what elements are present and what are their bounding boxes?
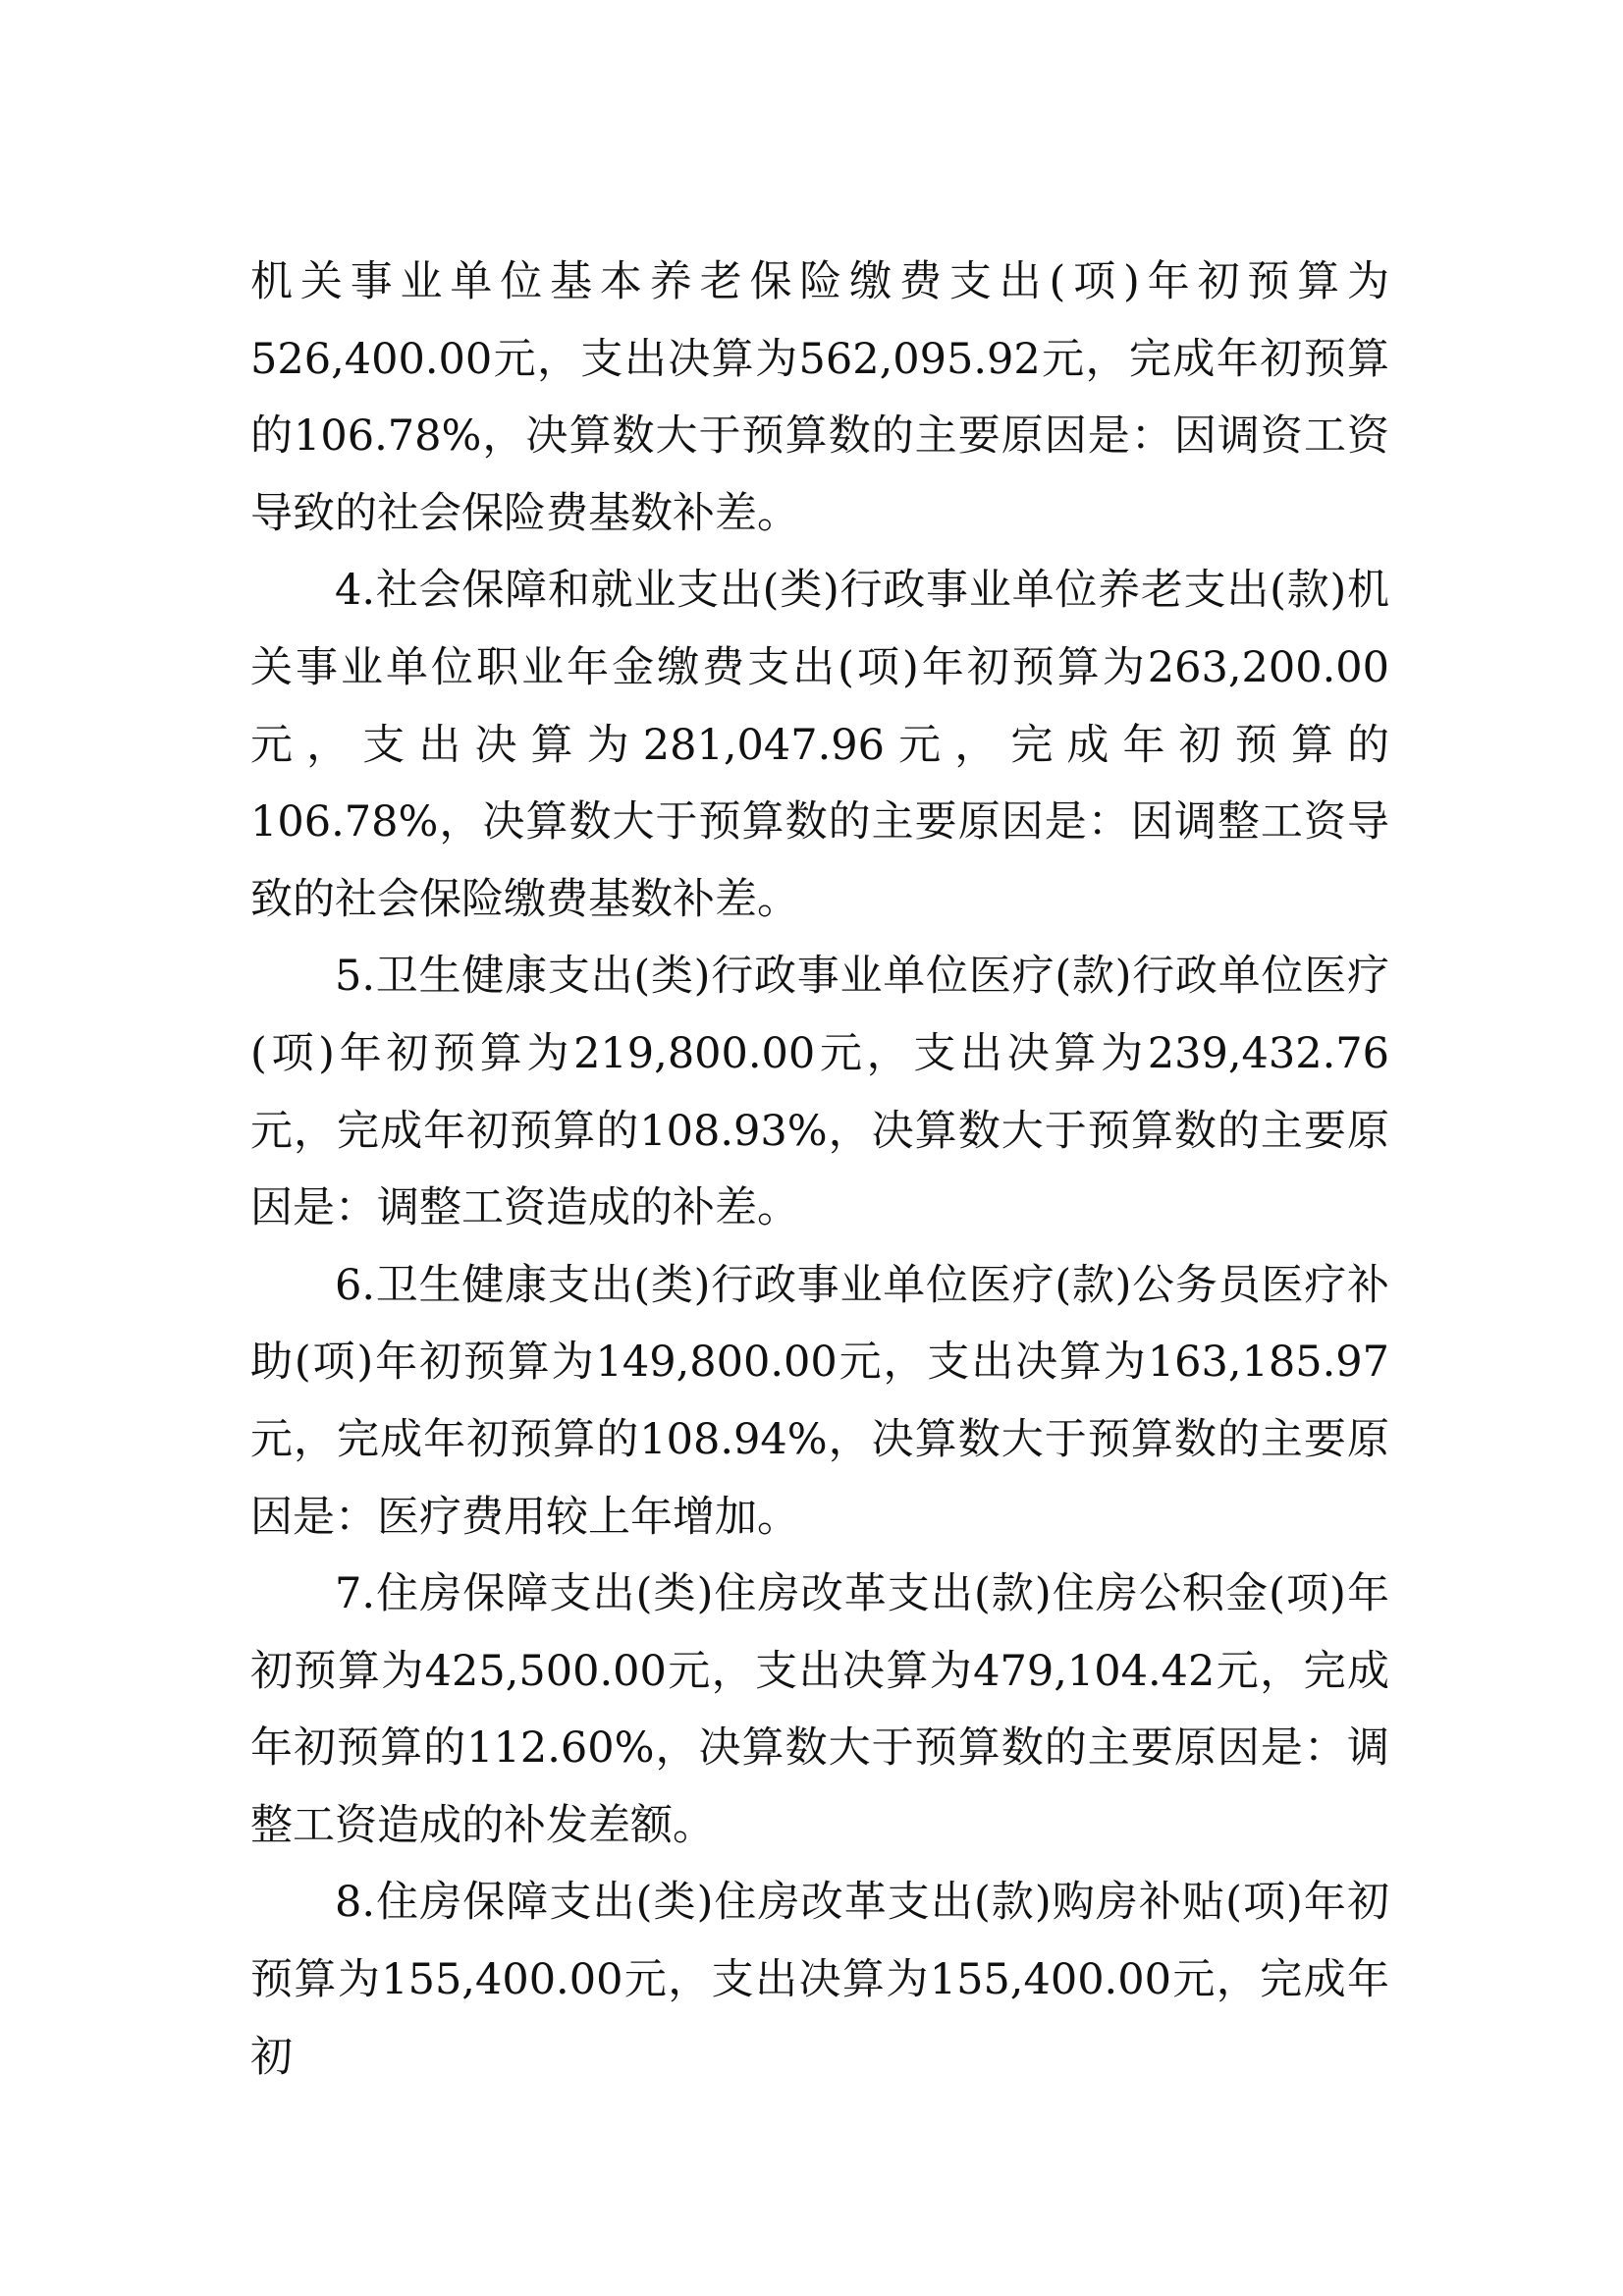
paragraph-item-4-occupational-annuity: 4.社会保障和就业支出(类)行政事业单位养老支出(款)机关事业单位职业年金缴费支出(项)年初预算为263,200.00元，支出决算为281,047.96元，完成年初预算的106.78%，决算数大于预算数的主要原因是：因调整工资导致的社会保险缴费基数补差。 bbox=[250, 566, 1389, 924]
paragraph-item-7-housing-provident-fund: 7.住房保障支出(类)住房改革支出(款)住房公积金(项)年初预算为425,500.00元，支出决算为479,104.42元，完成年初预算的112.60%，决算数大于预算数的主要原因是：调整工资造成的补发差额。 bbox=[250, 1569, 1389, 1850]
paragraph-budget-pension-insurance: 机关事业单位基本养老保险缴费支出(项)年初预算为526,400.00元，支出决算为562,095.92元，完成年初预算的106.78%，决算数大于预算数的主要原因是：因调资工资导致的社会保险费基数补差。 bbox=[250, 257, 1389, 538]
paragraph-item-8-housing-purchase-subsidy: 8.住房保障支出(类)住房改革支出(款)购房补贴(项)年初预算为155,400.00元，支出决算为155,400.00元，完成年初 bbox=[250, 1878, 1389, 2082]
body-text bbox=[250, 244, 1389, 2096]
paragraph-item-5-administrative-medical: 5.卫生健康支出(类)行政事业单位医疗(款)行政单位医疗(项)年初预算为219,800.00元，支出决算为239,432.76元，完成年初预算的108.93%，决算数大于预算数的主要原因是：调整工资造成的补差。 bbox=[250, 952, 1389, 1233]
paragraph-item-6-civil-servant-medical-subsidy: 6.卫生健康支出(类)行政事业单位医疗(款)公务员医疗补助(项)年初预算为149,800.00元，支出决算为163,185.97元，完成年初预算的108.94%，决算数大于预算数的主要原因是：医疗费用较上年增加。 bbox=[250, 1260, 1389, 1542]
